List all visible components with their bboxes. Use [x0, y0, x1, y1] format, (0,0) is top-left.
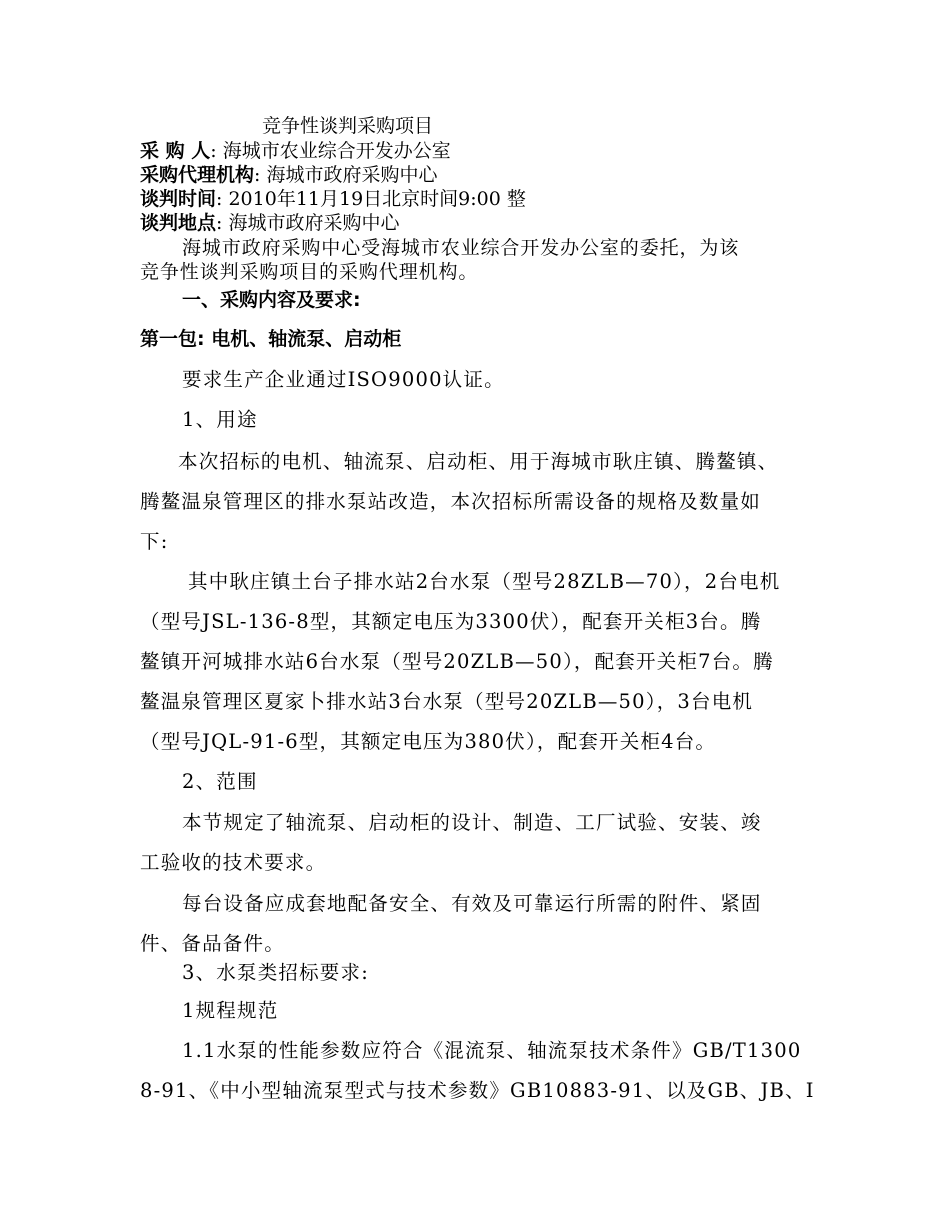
- detail-line-5: （型号JQL-91-6型，其额定电压为380伏），配套开关柜4台。: [140, 730, 717, 753]
- place-label: 谈判地点: [140, 212, 217, 234]
- time-line: 谈判时间: 2010年11月19日北京时间9:00 整: [140, 188, 526, 210]
- use-text-line-2: 腾鳌温泉管理区的排水泵站改造，本次招标所需设备的规格及数量如: [140, 490, 762, 513]
- rules-heading: 1规程规范: [182, 999, 279, 1022]
- detail-line-2: （型号JSL-136-8型，其额定电压为3300伏），配套开关柜3台。腾: [140, 610, 762, 633]
- place-value: 海城市政府采购中心: [228, 212, 400, 234]
- time-value: 2010年11月19日北京时间9:00 整: [228, 188, 526, 210]
- agency-value: 海城市政府采购中心: [266, 164, 438, 186]
- section-heading: 一、采购内容及要求:: [182, 289, 361, 311]
- accessory-text-line-2: 件、备品备件。: [140, 932, 285, 955]
- iso-requirement: 要求生产企业通过ISO9000认证。: [182, 368, 505, 391]
- package-heading: 第一包: 电机、轴流泵、启动柜: [140, 328, 402, 350]
- use-text-line-1: 本次招标的电机、轴流泵、启动柜、用于海城市耿庄镇、腾鳌镇、: [178, 450, 779, 473]
- scope-text-line-2: 工验收的技术要求。: [140, 851, 327, 874]
- use-heading: 1、用途: [182, 408, 258, 431]
- rules-text-line-2: 8-91、《中小型轴流泵型式与技术参数》GB10883-91、以及GB、JB、I: [140, 1079, 815, 1102]
- scope-text-line-1: 本节规定了轴流泵、启动柜的设计、制造、工厂试验、安装、竣: [182, 811, 762, 834]
- intro-line-2: 竞争性谈判采购项目的采购代理机构。: [140, 261, 479, 283]
- agency-label: 采购代理机构: [140, 164, 255, 186]
- agency-line: 采购代理机构: 海城市政府采购中心: [140, 164, 438, 186]
- accessory-text-line-1: 每台设备应成套地配备安全、有效及可靠运行所需的附件、紧固: [182, 892, 762, 915]
- document-title: 竞争性谈判采购项目: [262, 115, 434, 137]
- purchaser-value: 海城市农业综合开发办公室: [222, 140, 451, 162]
- intro-line-1: 海城市政府采购中心受海城市农业综合开发办公室的委托，为该: [182, 237, 740, 259]
- time-label: 谈判时间: [140, 188, 217, 210]
- use-text-line-3: 下:: [140, 530, 169, 553]
- pump-heading: 3、水泵类招标要求:: [182, 961, 369, 984]
- scope-heading: 2、范围: [182, 770, 258, 793]
- detail-line-3: 鳌镇开河城排水站6台水泵（型号20ZLB—50），配套开关柜7台。腾: [140, 650, 774, 673]
- rules-text-line-1: 1.1水泵的性能参数应符合《混流泵、轴流泵技术条件》GB/T1300: [182, 1039, 802, 1062]
- purchaser-line: 采 购 人: 海城市农业综合开发办公室: [140, 140, 451, 162]
- purchaser-label: 采 购 人: [140, 140, 211, 162]
- detail-line-4: 鳌温泉管理区夏家卜排水站3台水泵（型号20ZLB—50），3台电机: [140, 690, 754, 713]
- detail-line-1: 其中耿庄镇土台子排水站2台水泵（型号28ZLB—70），2台电机: [188, 570, 781, 593]
- place-line: 谈判地点: 海城市政府采购中心: [140, 212, 400, 234]
